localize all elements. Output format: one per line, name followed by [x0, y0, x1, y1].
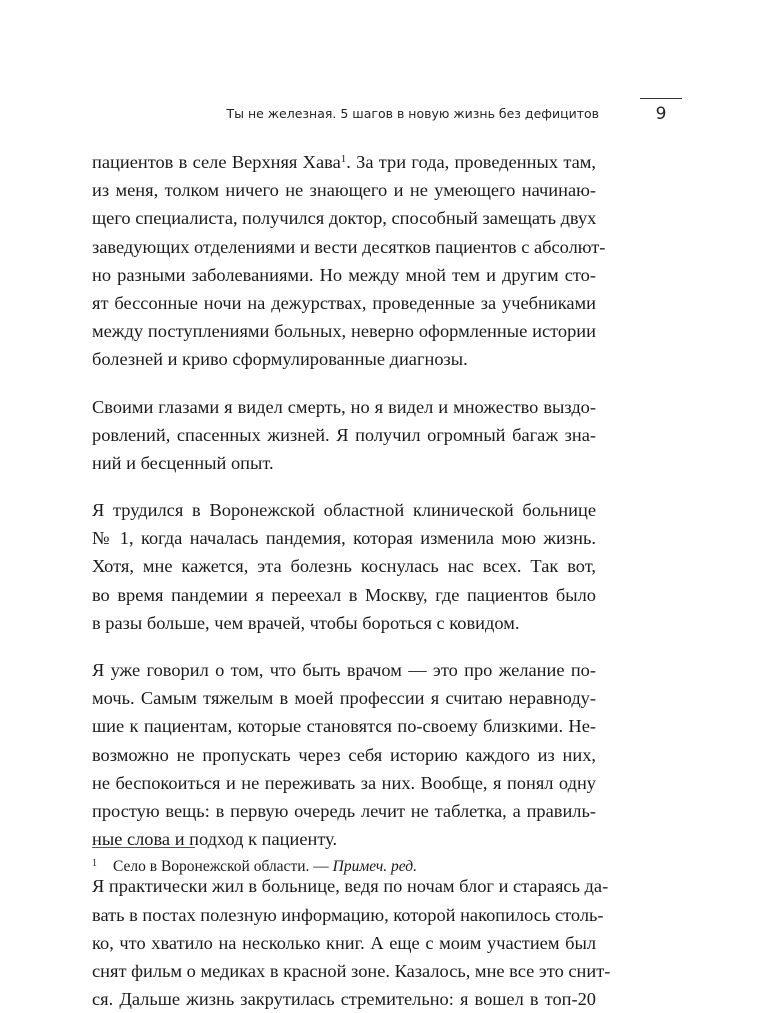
footnote-editor-note: Примеч. ред. [332, 858, 418, 875]
text-line: Я уже говорил о том, что быть врачом — это про желание по- [92, 660, 596, 680]
header-running-title: Ты не железная. 5 шагов в новую жизнь без дефицитов [226, 106, 599, 121]
text-line [92, 148, 596, 176]
text-segment: . За три года, проведенных там, [346, 152, 596, 172]
text-line: в разы больше, чем врачей, чтобы бороться с ковидом. [92, 612, 520, 633]
text-line: Я практически жил в больнице, ведя по ночам блог и стараясь да- [92, 876, 609, 897]
text-line: вать в постах полезную информацию, которой накопилось столь- [92, 904, 604, 925]
text-line: не беспокоиться и не переживать за них. Вообще, я понял одну [92, 772, 596, 793]
header-rule [640, 98, 682, 99]
text-line: ные слова и подход к пациенту. [92, 829, 338, 850]
text-line: Своими глазами я видел смерть, но я видел и множество выздо- [92, 396, 596, 417]
paragraph [92, 148, 606, 374]
page-number: 9 [655, 104, 667, 124]
text-line: ся. Дальше жизнь закрутилась стремительно: я вошел в топ-20 [92, 989, 596, 1010]
footnote-reference: 1 [340, 153, 347, 165]
text-line: но разными заболеваниями. Но между мной тем и другим сто- [92, 264, 596, 285]
body-text [92, 148, 611, 1013]
footnote [92, 853, 596, 878]
text-line: Хотя, мне кажется, эта болезнь коснулась нас всех. Так вот, [92, 556, 596, 577]
text-line: щего специалиста, получился доктор, способный замещать двух [92, 208, 597, 229]
footnote-rule [92, 847, 195, 848]
paragraph [92, 872, 611, 1013]
text-line: ровлений, спасенных жизней. Я получил огромный багаж зна- [92, 424, 596, 445]
text-line: болезней и криво сформулированные диагнозы. [92, 349, 468, 370]
text-line: шие к пациентам, которые становятся по-своему близкими. Не- [92, 716, 596, 737]
text-line: заведующих отделениями и вести десятков пациентов с абсолют- [92, 236, 606, 257]
text-line: во время пандемии я переехал в Москву, где пациентов было [92, 584, 596, 605]
text-line: снят фильм о медиках в красной зоне. Казалось, мне все это снит- [92, 960, 611, 981]
text-line: между поступлениями больных, неверно оформленные истории [92, 321, 596, 342]
footnote-text: Село в Воронежской области. — [113, 858, 333, 875]
text-line: № 1, когда началась пандемия, которая изменила мою жизнь. [92, 528, 596, 549]
text-line: простую вещь: в первую очередь лечит не таблетка, а правиль- [92, 800, 596, 821]
text-line: мочь. Самым тяжелым в моей профессии я считаю неравноду- [92, 688, 596, 709]
text-line: ний и бесценный опыт. [92, 452, 274, 473]
text-segment: пациентов в селе Верхняя Хава [92, 152, 341, 172]
footnote-number: 1 [92, 858, 97, 869]
text-line: возможно не пропускать через себя историю каждого из них, [92, 744, 596, 765]
paragraph [92, 656, 596, 853]
paragraph [92, 496, 596, 637]
paragraph [92, 393, 596, 478]
text-line: ят бессонные ночи на дежурствах, проведенные за учебниками [92, 292, 596, 313]
text-line: из меня, толком ничего не знающего и не умеющего начинаю- [92, 180, 596, 201]
text-line: Я трудился в Воронежской областной клинической больнице [92, 500, 596, 521]
text-line: ко, что хватило на несколько книг. А еще с моим участием был [92, 932, 596, 953]
